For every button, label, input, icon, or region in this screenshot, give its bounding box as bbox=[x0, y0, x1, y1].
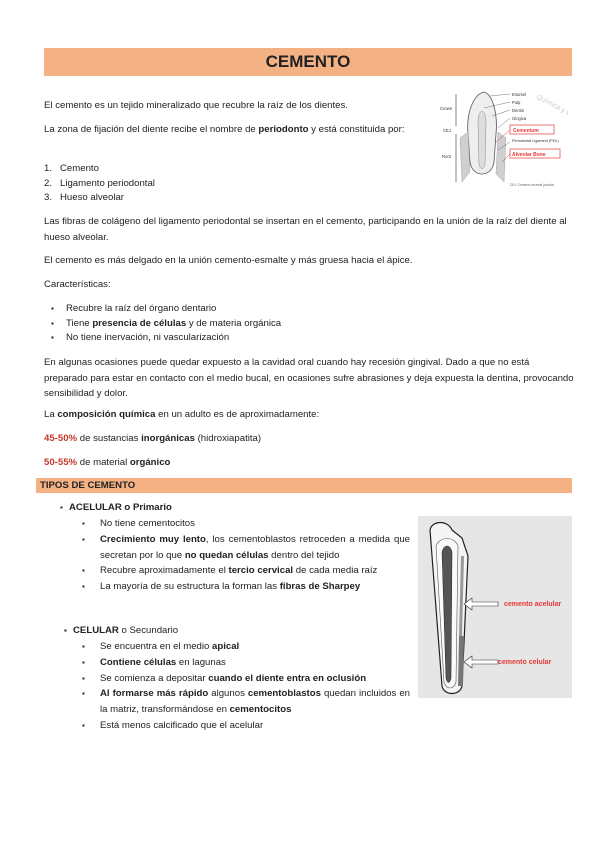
text: Está menos calcificado que el acelular bbox=[100, 719, 264, 731]
intro-paragraph-6: En algunas ocasiones puede quedar expuesto a la cavidad oral cuando hay recesión gingival. Dado a que no está preparado para estar en contacto con el medio bucal, en ocasiones sufre abrasiones y deja expuesta la dentina, provocando sensibilidad y dolor. bbox=[44, 357, 574, 399]
bold-term: presencia de células bbox=[92, 317, 187, 329]
section-title: TIPOS DE CEMENTO bbox=[36, 478, 572, 493]
label-cemento-celular: cemento celular bbox=[498, 659, 552, 666]
text: y está constituida por: bbox=[308, 124, 405, 135]
components-list bbox=[44, 162, 155, 206]
list-item bbox=[80, 516, 410, 532]
figure-caption: CEJ: Cemento-enamel junction bbox=[510, 183, 555, 187]
text: (hidroxiapatita) bbox=[194, 433, 262, 444]
label-pulp: Pulp bbox=[512, 100, 521, 105]
bold-term: cementoblastos bbox=[247, 688, 321, 700]
label-pdl-text: Periodontal Ligament (PDL) bbox=[512, 139, 559, 143]
text: Tiene bbox=[66, 317, 93, 329]
label-dentin: Dentin bbox=[512, 108, 525, 113]
text: Se encuentra en el medio bbox=[100, 641, 213, 652]
text: Recubre aproximadamente el bbox=[100, 565, 229, 577]
text: La mayoría de su estructura la forman las bbox=[100, 581, 280, 593]
intro-paragraph-1: El cemento es un tejido mineralizado que recubre la raíz de los dientes. bbox=[44, 100, 348, 111]
text: de cada media raíz bbox=[293, 565, 378, 577]
bullet-square: ▪ bbox=[64, 626, 67, 635]
composition-organic bbox=[44, 455, 574, 471]
text: Se comienza a depositar bbox=[100, 672, 209, 684]
list-number: 2. bbox=[44, 177, 53, 189]
list-number: 1. bbox=[44, 163, 53, 174]
cellular-cementum-layer bbox=[458, 636, 464, 686]
list-item bbox=[80, 579, 410, 595]
text: No tiene cementocitos bbox=[100, 518, 195, 529]
percent-value: 45-50% bbox=[44, 433, 78, 444]
text: y de materia orgánica bbox=[186, 317, 282, 329]
list-item bbox=[80, 532, 410, 564]
text: Recubre la raíz del órgano dentario bbox=[66, 303, 217, 314]
list-text: Hueso alveolar bbox=[60, 192, 124, 203]
bold-term: apical bbox=[212, 641, 240, 652]
bold-term: Contiene células bbox=[100, 656, 177, 668]
bullet-square: ▪ bbox=[60, 503, 63, 512]
list-text: Ligamento periodontal bbox=[60, 177, 155, 189]
text: de material bbox=[77, 457, 130, 468]
list-item bbox=[44, 331, 544, 346]
label-pdl bbox=[512, 139, 560, 143]
label-cej: CEJ bbox=[443, 128, 451, 133]
acelular-list bbox=[80, 516, 410, 595]
list-item bbox=[44, 177, 155, 192]
list-item bbox=[80, 563, 410, 579]
label-root: Root bbox=[442, 154, 451, 159]
text: en lagunas bbox=[176, 656, 226, 668]
intro-paragraph-4: El cemento es más delgado en la unión cemento-esmalte y más gruesa hacia el ápice. bbox=[44, 255, 413, 266]
bold-term: periodonto bbox=[258, 124, 309, 135]
text: , los cementoblastos retroceden a medida que secretan por lo que bbox=[100, 533, 410, 561]
intro-paragraph-7 bbox=[44, 407, 574, 423]
list-item bbox=[44, 162, 155, 177]
list-item bbox=[44, 191, 155, 206]
bold-term: cementocitos bbox=[229, 704, 292, 716]
list-item bbox=[80, 718, 410, 734]
bold-term: composición química bbox=[57, 409, 156, 420]
intro-paragraph-3: Las fibras de colágeno del ligamento periodontal se insertan en el cemento, participando en la unión de la raíz del diente al hueso alveolar. bbox=[44, 216, 567, 243]
page-title: CEMENTO bbox=[44, 48, 572, 76]
bold-term: Al formarse más rápido bbox=[100, 688, 209, 700]
pulp-shape bbox=[478, 112, 486, 169]
composition-inorganic bbox=[44, 431, 574, 447]
list-item bbox=[44, 302, 544, 317]
bone-right bbox=[496, 132, 506, 182]
list-item bbox=[80, 655, 410, 671]
list-item bbox=[80, 686, 410, 718]
list-item bbox=[44, 317, 544, 332]
label-cemento-acelular: cemento acelular bbox=[504, 601, 562, 608]
text: quedan incluidos en la matriz, transformándose en bbox=[100, 688, 411, 716]
text: La bbox=[44, 409, 58, 420]
characteristics-heading: Características: bbox=[44, 279, 111, 290]
text: de sustancias bbox=[77, 433, 142, 444]
bold-term: CELULAR bbox=[73, 625, 119, 636]
characteristics-list bbox=[44, 302, 544, 346]
list-number: 3. bbox=[44, 192, 53, 203]
bold-term: inorgánicas bbox=[141, 433, 195, 444]
label-cementum: Cementum bbox=[513, 128, 539, 134]
list-text: Cemento bbox=[60, 163, 99, 174]
text: dentro del tejido bbox=[268, 549, 340, 561]
celular-list bbox=[80, 639, 410, 734]
bold-term: o Primario bbox=[121, 502, 172, 513]
label-alveolar-bone: Alveolar Bone bbox=[512, 152, 546, 158]
text: algunos bbox=[208, 688, 248, 700]
tooth-anatomy-figure bbox=[440, 82, 568, 188]
bold-term: ACELULAR bbox=[69, 502, 122, 513]
intro-paragraph-2 bbox=[44, 122, 432, 138]
label-enamel: Enamel bbox=[512, 92, 527, 97]
bold-term: Crecimiento muy lento bbox=[100, 533, 206, 545]
text: No tiene inervación, ni vascularización bbox=[66, 332, 230, 343]
list-item bbox=[80, 671, 410, 687]
bold-term: tercio cervical bbox=[228, 565, 294, 577]
bold-term: no quedan células bbox=[184, 549, 269, 561]
text: o Secundario bbox=[118, 625, 179, 636]
text: La zona de fijación del diente recibe el nombre de bbox=[44, 124, 259, 135]
list-item bbox=[80, 639, 410, 655]
bold-term: fibras de Sharpey bbox=[279, 581, 361, 593]
cementum-types-figure bbox=[418, 516, 572, 698]
text: en un adulto es de aproximadamente: bbox=[155, 409, 320, 420]
bold-term: cuando el diente entra en oclusión bbox=[208, 672, 367, 684]
percent-value: 50-55% bbox=[44, 457, 78, 468]
acelular-heading bbox=[60, 501, 172, 515]
celular-heading bbox=[64, 624, 178, 638]
label-crown: Crown bbox=[440, 106, 453, 111]
bold-term: orgánico bbox=[129, 457, 171, 468]
label-gingiva: Gingiva bbox=[512, 116, 527, 121]
